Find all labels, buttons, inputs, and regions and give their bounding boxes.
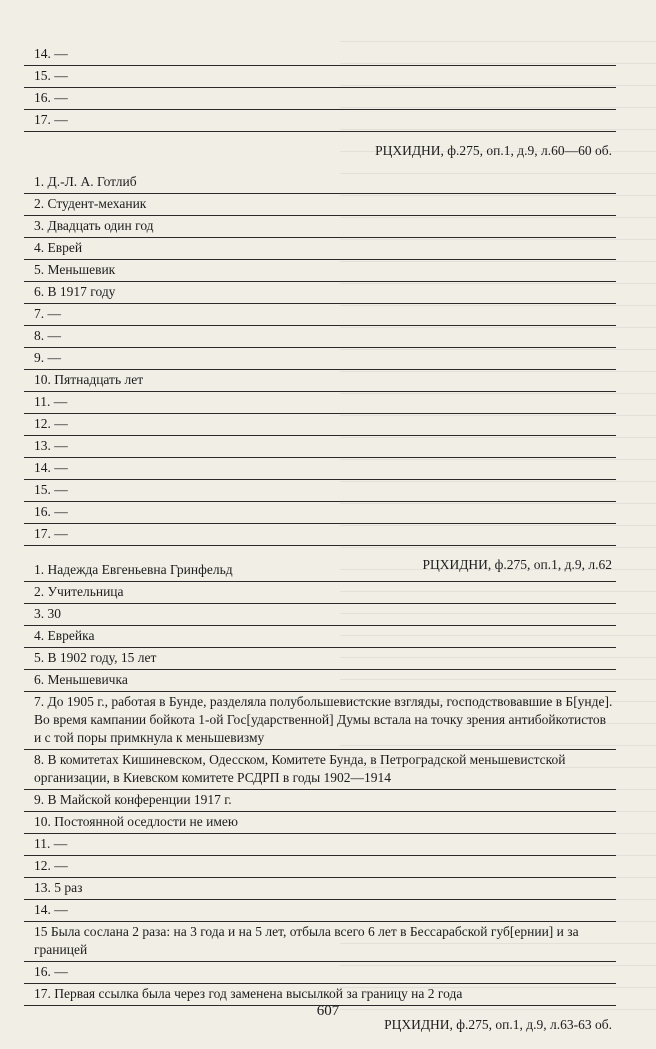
answer-row: 2. Студент-механик	[24, 194, 616, 216]
answer-row: 17. —	[24, 524, 616, 546]
answer-row: 13. 5 раз	[24, 878, 616, 900]
answer-row: 15. —	[24, 66, 616, 88]
answer-row: 7. До 1905 г., работая в Бунде, разделяла полубольшевистские взгляды, господствовавшие в Б[унде]. Во время кампании бойкота 1-ой Гос[ударственной] Думы встала на точку зрения антибойкотистов и с той поры примкнула к меньшевизму	[24, 692, 616, 750]
answer-row: 13. —	[24, 436, 616, 458]
questionnaire-block-2	[24, 172, 616, 576]
answer-row: 1. Надежда Евгеньевна Гринфельд	[24, 560, 616, 582]
answer-row: 2. Учительница	[24, 582, 616, 604]
answer-row: 14. —	[24, 900, 616, 922]
answer-row: 1. Д.-Л. А. Готлиб	[24, 172, 616, 194]
questionnaire-block-1	[24, 44, 616, 162]
answer-row: 16. —	[24, 88, 616, 110]
answer-row: 7. —	[24, 304, 616, 326]
answer-row: 16. —	[24, 502, 616, 524]
answer-row: 3. 30	[24, 604, 616, 626]
answer-row: 15. —	[24, 480, 616, 502]
answer-row: 6. Меньшевичка	[24, 670, 616, 692]
answer-row: 4. Еврейка	[24, 626, 616, 648]
answer-row: 14. —	[24, 44, 616, 66]
answer-row: 5. В 1902 году, 15 лет	[24, 648, 616, 670]
answer-row: 4. Еврей	[24, 238, 616, 260]
answer-row: 8. В комитетах Кишиневском, Одесском, Комитете Бунда, в Петроградской меньшевистской организации, в Киевском комитете РСДРП в годы 1902—1914	[24, 750, 616, 790]
answer-row: 17. Первая ссылка была через год заменена высылкой за границу на 2 года	[24, 984, 616, 1006]
archive-reference: РЦХИДНИ, ф.275, оп.1, д.9, л.60—60 об.	[375, 143, 612, 158]
answer-row: 10. Постоянной оседлости не имею	[24, 812, 616, 834]
answer-row: 3. Двадцать один год	[24, 216, 616, 238]
answer-row: 6. В 1917 году	[24, 282, 616, 304]
answer-row: 12. —	[24, 856, 616, 878]
archive-reference: РЦХИДНИ, ф.275, оп.1, д.9, л.62	[422, 557, 612, 572]
answer-row: 9. В Майской конференции 1917 г.	[24, 790, 616, 812]
page-number: 607	[316, 1003, 340, 1019]
answer-row: 8. —	[24, 326, 616, 348]
answer-row: 11. —	[24, 834, 616, 856]
answer-row: 9. —	[24, 348, 616, 370]
answer-row: 16. —	[24, 962, 616, 984]
answer-row: 12. —	[24, 414, 616, 436]
answer-row: 10. Пятнадцать лет	[24, 370, 616, 392]
questionnaire-block-3	[24, 560, 616, 1036]
answer-row: 5. Меньшевик	[24, 260, 616, 282]
answer-row: 17. —	[24, 110, 616, 132]
answer-row: 15 Была сослана 2 раза: на 3 года и на 5 лет, отбыла всего 6 лет в Бессарабской губ[ернии] и за границей	[24, 922, 616, 962]
answer-row: 11. —	[24, 392, 616, 414]
answer-row: 14. —	[24, 458, 616, 480]
archive-reference: РЦХИДНИ, ф.275, оп.1, д.9, л.63-63 об.	[384, 1017, 612, 1032]
